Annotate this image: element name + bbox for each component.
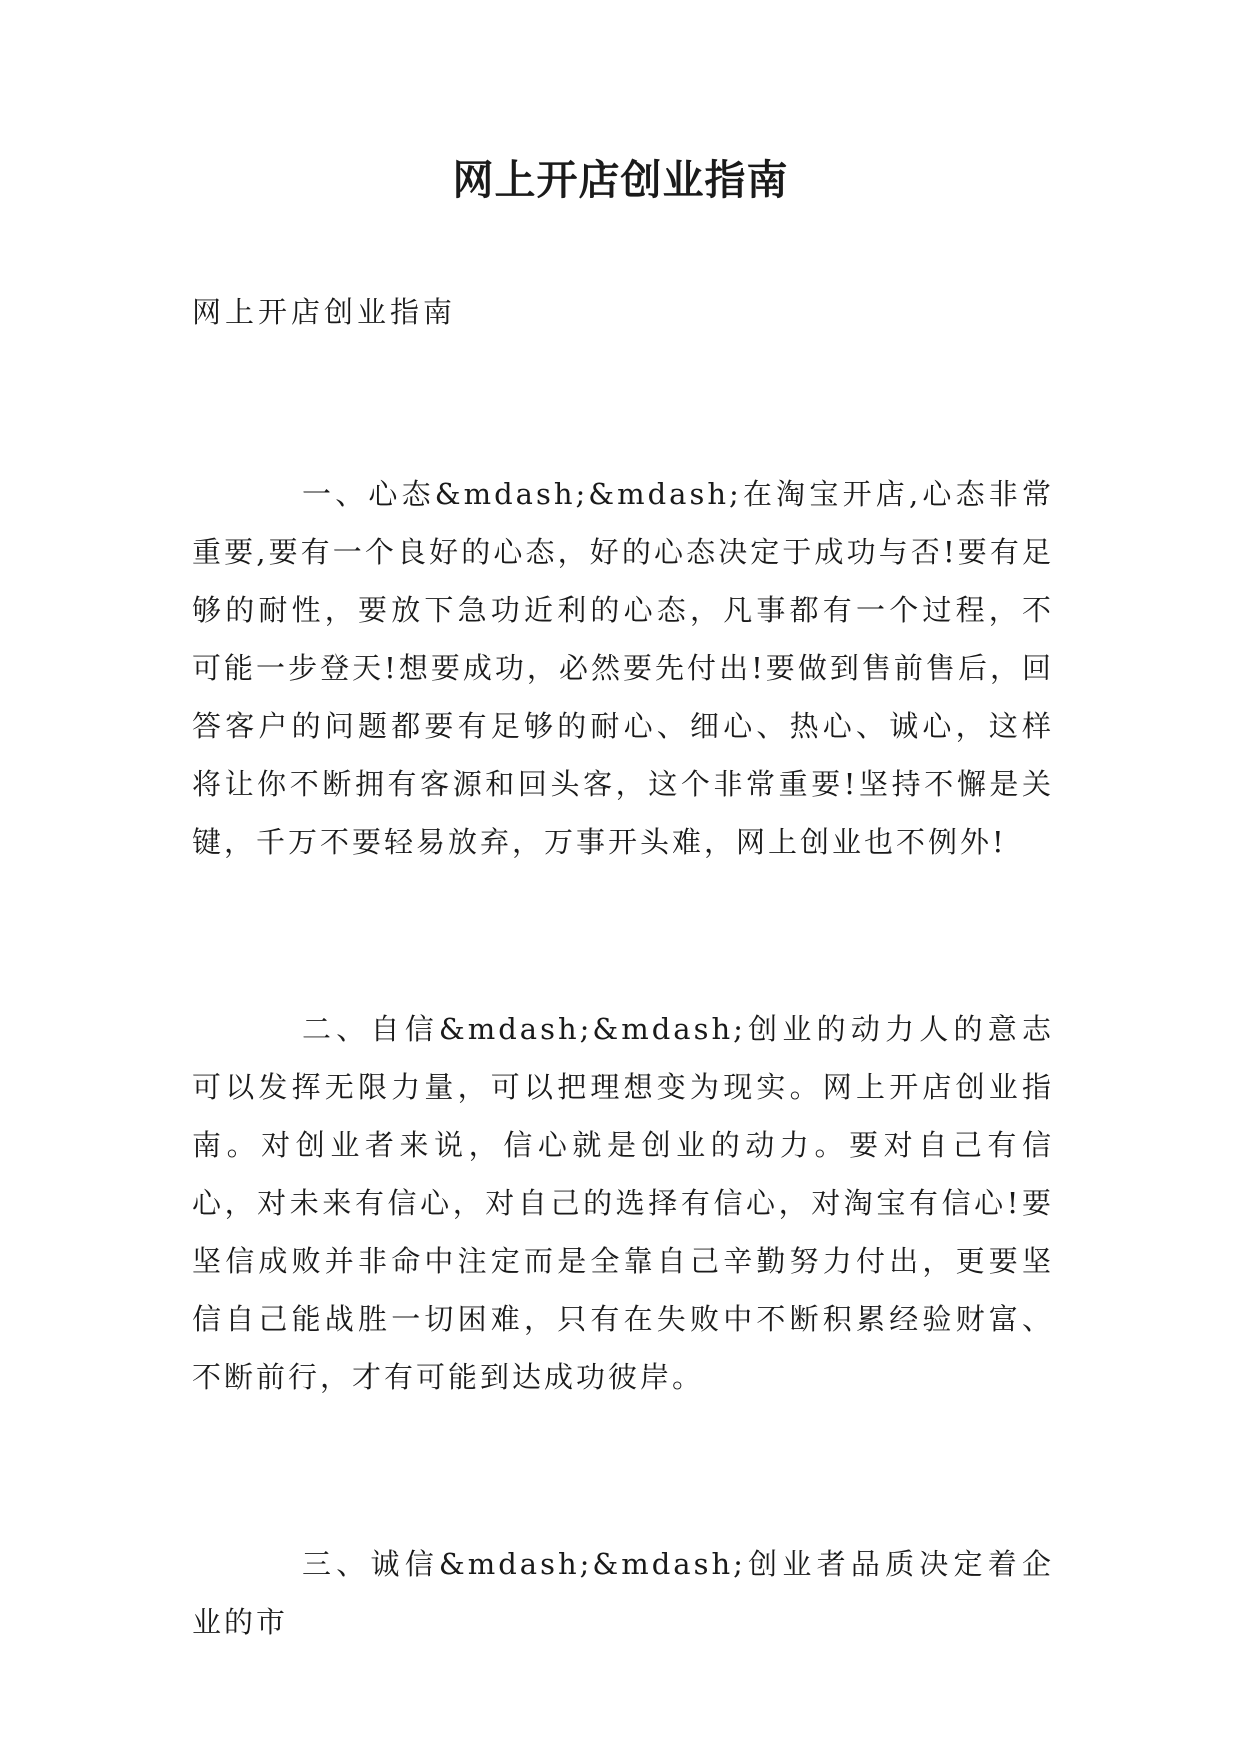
paragraph-confidence: 二、自信&mdash;&mdash;创业的动力人的意志可以发挥无限力量，可以把理想变为现实。网上开店创业指南。对创业者来说，信心就是创业的动力。要对自己有信心，对未来有信心，对自己的选择有信心，对淘宝有信心!要坚信成败并非命中注定而是全靠自己辛勤努力付出，更要坚信自己能战胜一切困难，只有在失败中不断积累经验财富、不断前行，才有可能到达成功彼岸。 (192, 1012, 1054, 1394)
document-subtitle: 网上开店创业指南 (192, 295, 457, 329)
document-title: 网上开店创业指南 (452, 156, 789, 204)
paragraph-integrity: 三、诚信&mdash;&mdash;创业者品质决定着企业的市 (192, 1547, 1054, 1639)
paragraph-mindset: 一、心态&mdash;&mdash;在淘宝开店,心态非常重要,要有一个良好的心态，好的心态决定于成功与否!要有足够的耐性，要放下急功近利的心态，凡事都有一个过程，不可能一步登天!想要成功，必然要先付出!要做到售前售后，回答客户的问题都要有足够的耐心、细心、热心、诚心，这样将让你不断拥有客源和回头客，这个非常重要!坚持不懈是关键，千万不要轻易放弃，万事开头难，网上创业也不例外! (192, 477, 1054, 859)
